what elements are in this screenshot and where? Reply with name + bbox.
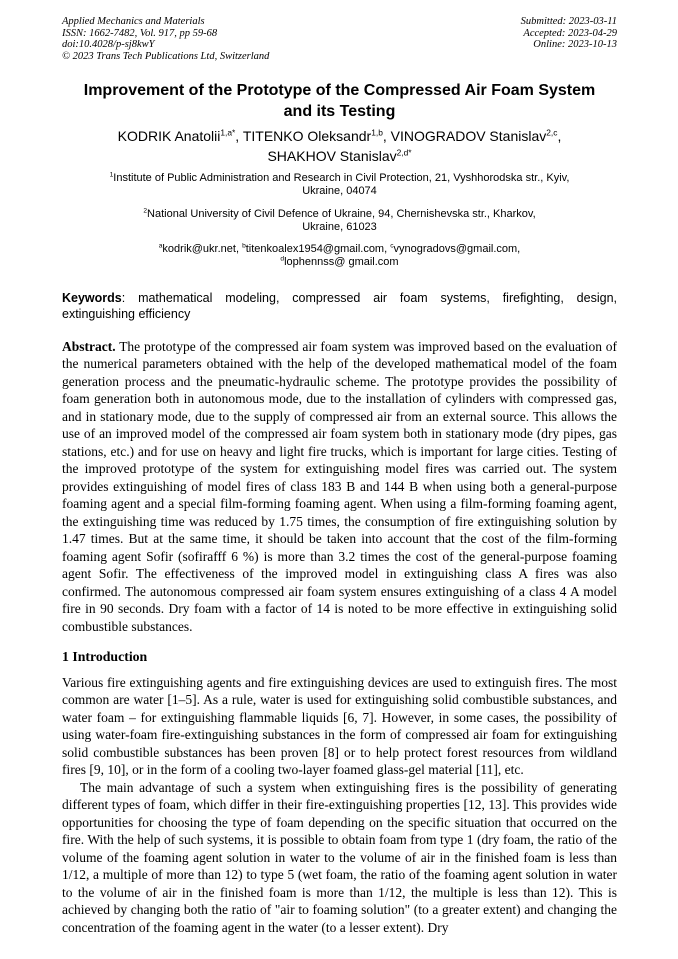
author-3-superscript: 2,c — [546, 127, 558, 138]
author-2: TITENKO Oleksandr$^{1,b}$, — [242, 127, 387, 144]
affiliation-2-superscript: 2 — [143, 207, 148, 215]
affiliation-1: $^1$Institute of Public Administration and Research in Civil Protection, 21, Vyshhorodska str., Kyiv, Ukraine, 04074 — [109, 171, 570, 198]
author-4: SHAKHOV Stanislav$^{2,d*}$ — [267, 147, 412, 164]
intro-paragraph-1: Various fire extinguishing agents and fire extinguishing devices are used to extinguish fires. The most common are water [1–5]. As a rule, water is used for extinguishing solid combustible substances, and water foam – for extinguishing flammable liquids [6, 7]. However, in some cases, the possibility of using water-foam fire-extinguishing substances in the form of compressed air foam for extinguishing solid combustible substances has been proven [8] or to help protect forest resources from wildland fires [9, 10], or in the form of a cooling two-layer foamed glass-gel material [11], etc. — [62, 674, 617, 778]
author-emails — [62, 243, 617, 270]
section-heading-introduction: 1 Introduction — [62, 649, 148, 665]
email-a: $^a$kodrik@ukr.net, — [158, 242, 240, 255]
journal-header — [62, 16, 617, 63]
paper-title-line1: Improvement of the Prototype of the Compressed Air Foam System — [83, 81, 596, 99]
author-1-superscript: 1,a* — [220, 127, 236, 138]
affiliation-1-superscript: 1 — [109, 171, 114, 179]
email-d: $^d$lophennss@ gmail.com — [280, 255, 399, 269]
affiliation-2: $^2$National University of Civil Defence of Ukraine, 94, Chernishevska str., Kharkov, Ukraine, 61023 — [143, 207, 536, 234]
paper-title — [62, 80, 617, 122]
author-1: KODRIK Anatolii$^{1,a*}$, — [117, 127, 240, 144]
online-date: Online: 2023-10-13 — [533, 39, 617, 51]
copyright-line: © 2023 Trans Tech Publications Ltd, Switzerland — [62, 51, 270, 63]
email-b: $^b$titenkoalex1954@gmail.com, — [242, 242, 388, 255]
author-2-superscript: 1,b — [371, 127, 383, 138]
journal-name: Applied Mechanics and Materials — [62, 16, 205, 27]
submission-dates — [521, 16, 617, 63]
keywords-text: mathematical modeling, compressed air foam systems, firefighting, design, extinguishing efficiency — [62, 290, 617, 321]
author-4-superscript: 2,d* — [396, 147, 412, 158]
intro-paragraph-2: The main advantage of such a system when extinguishing fires is the possibility of generating different types of foam, which differ in their fire-extinguishing properties [12, 13]. This provides wide opportunities for choosing the type of foam depending on the specific situation that occurred on the fire. With the help of such systems, it is possible to obtain foam from type 1 (dry foam, the ratio of the volume of the foaming agent solution in water to the volume of air in the finished foam is less than 1/12, a multiple of more than 12) to type 5 (wet foam, the ratio of the foaming agent solution in water to the volume of air in the finished foam is more than 1/12, the multiple is less than 12). This is achieved by changing both the ratio of "air to foaming solution" (to a greater extent) and changing the concentration of the foaming agent in the water (to a lesser extent). Dry — [62, 779, 617, 935]
keywords-label: Keywords — [62, 290, 122, 305]
authors-line — [62, 126, 617, 166]
submitted-date: Submitted: 2023-03-11 — [520, 16, 617, 27]
author-3: VINOGRADOV Stanislav$^{2,c}$, — [390, 127, 562, 144]
email-c: $^c$vynogradovs@gmail.com, — [390, 242, 521, 255]
keywords-line: Keywords: mathematical modeling, compressed air foam systems, firefighting, design, extinguishing efficiency — [62, 290, 617, 321]
paper-title-line2: and its Testing — [283, 102, 396, 120]
abstract-text: The prototype of the compressed air foam system was improved based on the evaluation of the numerical parameters obtained with the help of the developed mathematical model of the foam generation process and the pneumatic-hydraulic scheme. The prototype provides the possibility of foam generation both in autonomous mode, due to the installation of cylinders with compressed gas, and in stationary mode, due to the supply of compressed air from an external source. This allows the use of an improved model of the compressed air foam system both in stationary mode (dry pipes, gas stations, etc.) and for use on heavy and light fire trucks, which is important for large cities. Testing of the improved prototype of the system for extinguishing model fires was carried out. The system provides extinguishing of model fires of class 183 B and 144 B when using both a general-purpose foaming agent and a special film-forming foaming agent. When using a film-forming foaming agent, the extinguishing time was reduced by 1.75 times, the consumption of fire extinguishing solution by 1.47 times. But at the same time, it should be taken into account that the cost of the film-forming foaming agent Sofir (sofirafff 6 %) is more than 3.2 times the cost of the general-purpose foaming agent Sofir. The effectiveness of the improved model in extinguishing class A fires was also confirmed. The autonomous compressed air foam system ensures extinguishing of a class 4 A model fire in 90 seconds. Dry foam with a factor of 14 is noted to be more effective in extinguishing solid combustible substances. — [62, 338, 617, 634]
issn-volume-line: ISSN: 1662-7482, Vol. 917, pp 59-68 — [62, 27, 218, 39]
doi-line: doi:10.4028/p-sj8kwY — [62, 39, 155, 51]
journal-info — [62, 16, 269, 63]
accepted-date: Accepted: 2023-04-29 — [523, 27, 617, 39]
abstract — [62, 338, 617, 636]
abstract-label: Abstract. — [62, 338, 116, 354]
